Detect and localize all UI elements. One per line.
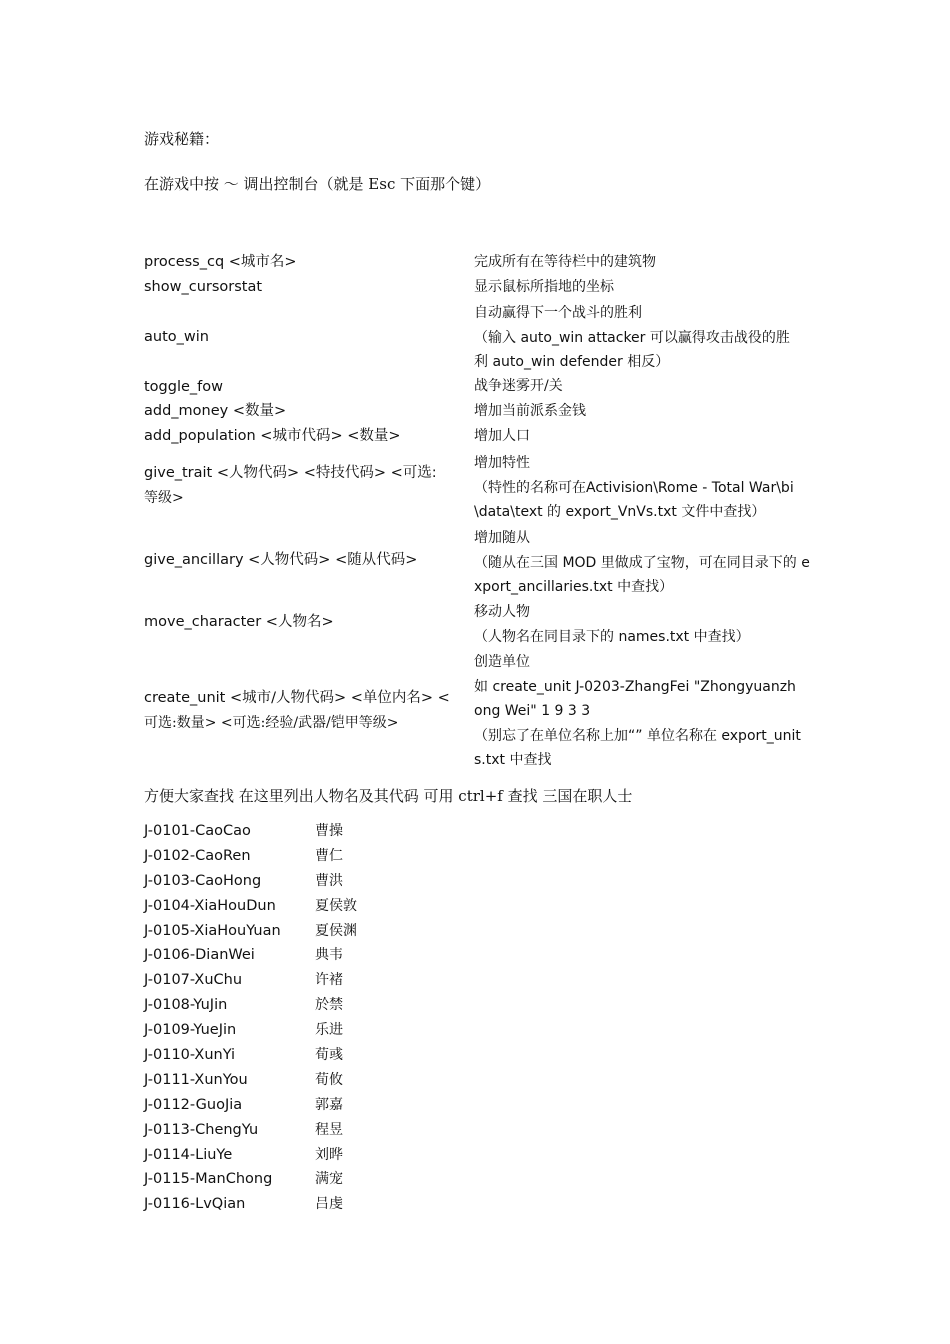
command-name: give_ancillary <人物代码> <随从代码> xyxy=(144,552,418,568)
character-name: 荀彧 xyxy=(315,1047,343,1064)
character-code: J-0112-GuoJia xyxy=(144,1096,243,1113)
character-code: J-0114-LiuYe xyxy=(144,1146,233,1163)
command-name: create_unit <城市/人物代码> <单位内名> < 可选:数量> <可选:经验/武器/铠甲等级> xyxy=(144,690,450,731)
character-name: 许褚 xyxy=(315,972,343,989)
character-code: J-0113-ChengYu xyxy=(144,1121,259,1138)
command-name: move_character <人物名> xyxy=(144,614,334,630)
character-code: J-0109-YueJin xyxy=(144,1022,237,1039)
command-description: 增加随从 （随从在三国 MOD 里做成了宝物，可在同目录下的 e xport_ancillaries.txt 中查找） xyxy=(474,530,810,595)
character-name: 曹操 xyxy=(315,823,343,839)
character-code: J-0110-XunYi xyxy=(144,1047,236,1064)
command-description: 完成所有在等待栏中的建筑物 xyxy=(474,254,656,270)
intro-text: 在游戏中按 ～ 调出控制台（就是 Esc 下面那个键） xyxy=(144,175,491,193)
character-code: J-0115-ManChong xyxy=(144,1171,273,1188)
command-description: 战争迷雾开/关 xyxy=(474,378,563,394)
character-name: 刘晔 xyxy=(315,1146,343,1163)
command-name: auto_win xyxy=(144,329,209,345)
character-name: 满宠 xyxy=(315,1171,343,1188)
list-item xyxy=(144,894,357,919)
character-name: 夏侯敦 xyxy=(315,897,357,914)
character-name: 曹洪 xyxy=(315,872,343,889)
character-code: J-0111-XunYou xyxy=(144,1071,248,1088)
list-item xyxy=(144,844,357,869)
character-code: J-0102-CaoRen xyxy=(144,847,251,864)
character-code: J-0103-CaoHong xyxy=(144,872,262,889)
list-item xyxy=(144,943,357,968)
character-name: 典韦 xyxy=(315,947,343,964)
character-code: J-0106-DianWei xyxy=(144,947,255,964)
list-item xyxy=(144,1043,357,1068)
list-item xyxy=(144,919,357,944)
command-description: 显示鼠标所指地的坐标 xyxy=(474,279,614,295)
list-item xyxy=(144,1167,357,1192)
list-item xyxy=(144,1018,357,1043)
list-item xyxy=(144,1093,357,1118)
command-description: 增加人口 xyxy=(474,428,530,444)
command-name: give_trait <人物代码> <特技代码> <可选: 等级> xyxy=(144,465,437,506)
command-description: 移动人物 （人物名在同目录下的 names.txt 中查找） xyxy=(474,604,750,645)
character-code: J-0101-CaoCao xyxy=(144,823,251,839)
command-name: toggle_fow xyxy=(144,379,223,395)
command-name: process_cq <城市名> xyxy=(144,254,297,270)
list-item xyxy=(144,1068,357,1093)
character-name: 吕虔 xyxy=(315,1196,343,1213)
section-heading: 方便大家查找 在这里列出人物名及其代码 可用 ctrl+f 查找 三国在职人士 xyxy=(144,787,633,805)
character-code: J-0104-XiaHouDun xyxy=(144,897,276,914)
character-list xyxy=(144,819,357,1217)
command-name: add_money <数量> xyxy=(144,403,287,419)
list-item xyxy=(144,968,357,993)
list-item xyxy=(144,1143,357,1168)
command-description: 增加当前派系金钱 xyxy=(474,403,586,419)
list-item xyxy=(144,993,357,1018)
character-code: J-0116-LvQian xyxy=(144,1196,246,1213)
command-description: 增加特性 （特性的名称可在Activision\Rome - Total War\bi \data\text 的 export_VnVs.txt 文件中查找） xyxy=(474,455,794,520)
command-name: add_population <城市代码> <数量> xyxy=(144,428,401,444)
character-name: 郭嘉 xyxy=(315,1096,343,1113)
list-item xyxy=(144,869,357,894)
command-description: 创造单位 如 create_unit J-0203-ZhangFei "Zhongyuanzh ong Wei" 1 9 3 3 （别忘了在单位名称上加“” 单位名称在 export_unit s.txt 中查找 xyxy=(474,654,801,768)
character-code: J-0107-XuChu xyxy=(144,972,243,989)
character-name: 曹仁 xyxy=(315,847,343,864)
character-name: 程昱 xyxy=(315,1121,343,1138)
character-name: 夏侯渊 xyxy=(315,922,357,939)
character-name: 於禁 xyxy=(315,997,343,1014)
character-code: J-0108-YuJin xyxy=(144,997,228,1014)
page-title: 游戏秘籍： xyxy=(144,130,220,148)
list-item xyxy=(144,1118,357,1143)
character-name: 乐进 xyxy=(315,1022,343,1039)
character-code: J-0105-XiaHouYuan xyxy=(144,922,281,939)
list-item xyxy=(144,1192,357,1217)
command-name: show_cursorstat xyxy=(144,279,263,295)
command-description: 自动赢得下一个战斗的胜利 （输入 auto_win attacker 可以赢得攻击战役的胜 利 auto_win defender 相反） xyxy=(474,305,790,370)
character-name: 荀攸 xyxy=(315,1071,343,1088)
list-item xyxy=(144,819,357,844)
